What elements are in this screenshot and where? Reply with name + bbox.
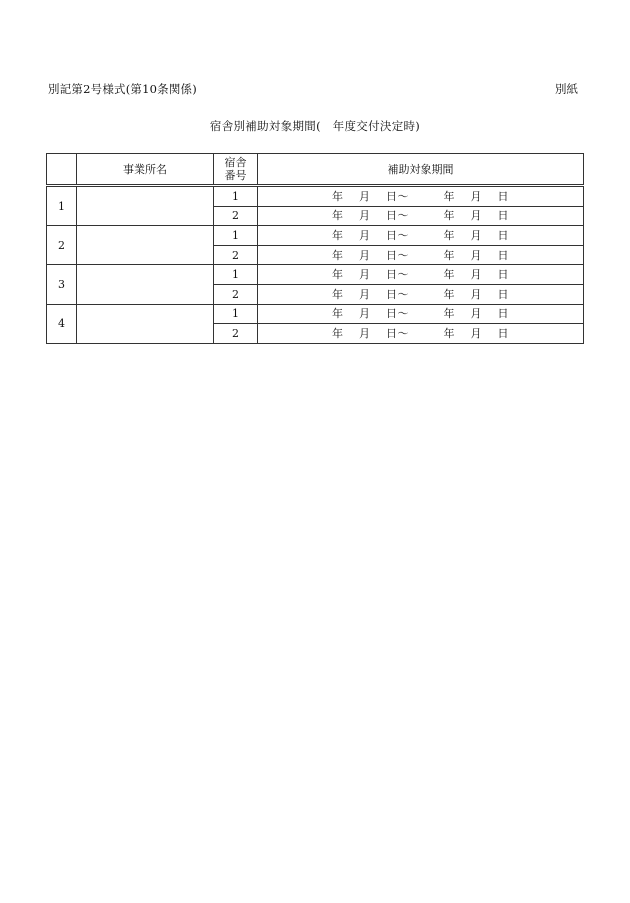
period-text: 年 月 日〜 年 月 日: [332, 268, 509, 282]
room-number-cell: 2: [214, 284, 258, 304]
table-row: [47, 265, 584, 285]
period-cell[interactable]: [258, 245, 584, 265]
row-number-cell: 4: [47, 304, 77, 343]
document-title: 宿舎別補助対象期間( 年度交付決定時): [209, 119, 421, 133]
period-cell[interactable]: [258, 265, 584, 285]
row-number-cell: 2: [47, 226, 77, 265]
period-text: 年 月 日〜 年 月 日: [332, 326, 509, 340]
period-text: 年 月 日〜 年 月 日: [332, 209, 509, 223]
header-room-number: [214, 154, 258, 186]
room-number-cell: 2: [214, 245, 258, 265]
period-cell[interactable]: [258, 226, 584, 246]
room-number-cell: 1: [214, 304, 258, 324]
period-cell[interactable]: [258, 206, 584, 226]
period-cell[interactable]: [258, 304, 584, 324]
room-number-cell: 1: [214, 226, 258, 246]
subsidy-period-table: [46, 153, 584, 344]
period-text: 年 月 日〜 年 月 日: [332, 228, 509, 242]
header-office-name: 事業所名: [77, 154, 214, 186]
office-name-cell[interactable]: [77, 186, 214, 226]
header-room-line2: 番号: [224, 169, 247, 182]
room-number-cell: 2: [214, 206, 258, 226]
room-number-cell: 1: [214, 265, 258, 285]
period-text: 年 月 日〜 年 月 日: [332, 189, 509, 203]
table-row: [47, 186, 584, 207]
header-subsidy-period: 補助対象期間: [258, 154, 584, 186]
office-name-cell[interactable]: [77, 265, 214, 304]
office-name-cell[interactable]: [77, 304, 214, 343]
table-row: [47, 304, 584, 324]
period-text: 年 月 日〜 年 月 日: [332, 248, 509, 262]
table-header-row: [47, 154, 584, 186]
office-name-cell[interactable]: [77, 226, 214, 265]
form-number-label: 別記第2号様式(第10条関係): [48, 82, 197, 96]
period-cell[interactable]: [258, 284, 584, 304]
attachment-label: 別紙: [555, 82, 578, 96]
period-text: 年 月 日〜 年 月 日: [332, 307, 509, 321]
header-room-line1: 宿舎: [224, 156, 247, 169]
row-number-cell: 1: [47, 186, 77, 226]
period-cell[interactable]: [258, 186, 584, 207]
room-number-cell: 1: [214, 186, 258, 207]
row-number-cell: 3: [47, 265, 77, 304]
period-cell[interactable]: [258, 324, 584, 344]
table-row: [47, 226, 584, 246]
room-number-cell: 2: [214, 324, 258, 344]
header-no-cell: [47, 154, 77, 186]
period-text: 年 月 日〜 年 月 日: [332, 287, 509, 301]
